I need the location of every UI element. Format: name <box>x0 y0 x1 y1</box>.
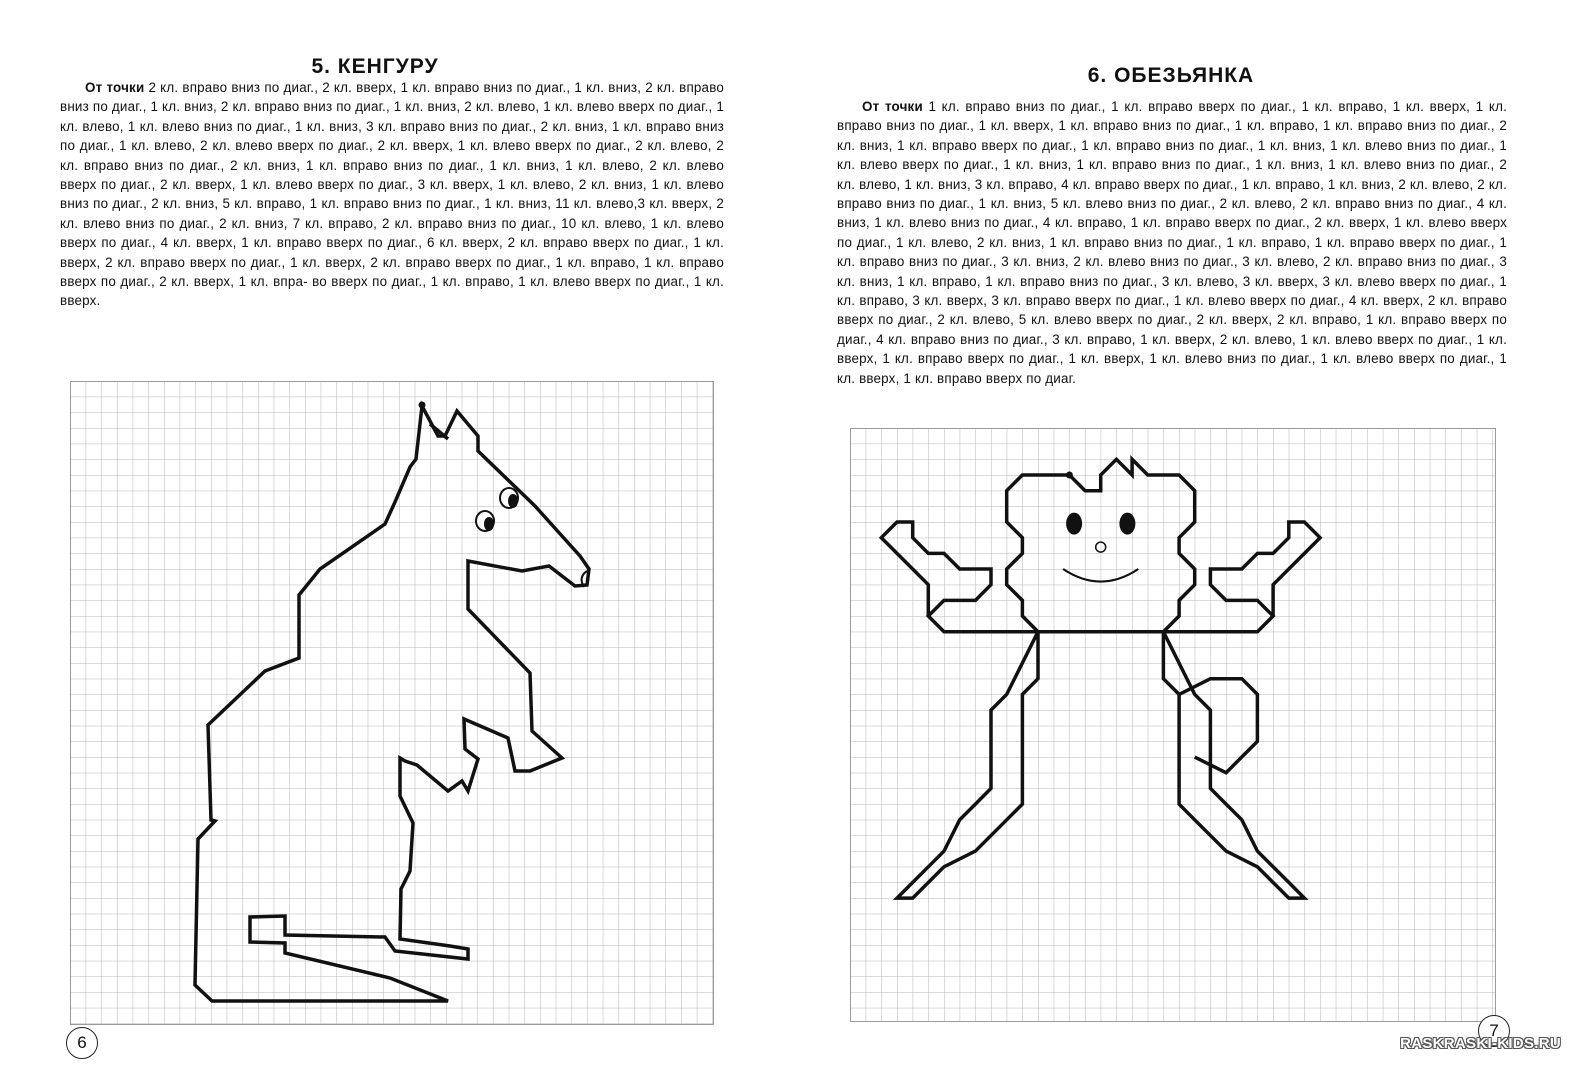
monkey-eye-right <box>1119 513 1135 535</box>
page-number-6: 6 <box>66 1027 98 1059</box>
kangaroo-title: 5. КЕНГУРУ <box>311 55 439 78</box>
kangaroo-grid <box>70 381 714 1025</box>
site-watermark: RASKRASKI-KIDS.RU <box>1400 1035 1561 1052</box>
kangaroo-instructions <box>60 78 724 311</box>
monkey-eye-left <box>1066 513 1082 535</box>
left-page <box>0 0 786 1080</box>
monkey-grid-cells <box>851 429 1496 1022</box>
kangaroo-instructions-lead: От точки <box>85 80 145 95</box>
kangaroo-grid-cells <box>71 382 714 1025</box>
page-number-7: 7 <box>1478 1015 1510 1047</box>
kangaroo-instructions-text: 2 кл. вправо вниз по диаг., 2 кл. вверх, 1 кл. вправо вниз по диаг., 1 кл. вниз, 2 кл. вправо вниз по диаг., 1 кл. вниз, 2 кл. вправо вниз по диаг., 1 кл. вниз, 2 кл. влево, 1 кл. влево вверх по диаг., 1 кл. влево, 1 кл. влево вниз по диаг., 1 кл. вниз, 3 кл. вправо вниз по диаг., 2 кл. вниз, 1 кл. вправо вниз по диаг., 1 кл. влево, 2 кл. влево вверх по диаг., 2 кл. вверх, 1 кл. влево вверх по диаг., 2 кл. влево, 2 кл. вправо вниз по диаг., 2 кл. вниз, 1 кл. вправо вниз по диаг., 1 кл. вниз, 1 кл. влево, 2 кл. влево вверх по диаг., 2 кл. вверх, 1 кл. влево вверх по диаг., 3 кл. вверх, 1 кл. влево, 2 кл. вниз, 1 кл. влево вниз по диаг., 2 кл. вниз, 5 кл. вправо, 1 кл. вправо вниз по диаг., 1 кл. вниз, 11 кл. влево,3 кл. вверх, 2 кл. влево вниз по диаг., 2 кл. вниз, 7 кл. вправо, 2 кл. вправо вниз по диаг., 10 кл. влево, 1 кл. влево вверх по диаг., 4 кл. вверх, 1 кл. вправо вверх по диаг., 6 кл. вверх, 2 кл. вправо вверх по диаг., 1 кл. вверх, 2 кл. вправо вверх по диаг., 1 кл. вверх, 2 кл. вправо вверх по диаг., 1 кл. вправо, 1 кл. вправо вверх по диаг., 2 кл. вверх, 1 кл. впра- во вверх по диаг., 1 кл. вправо, 1 кл. влево вверх по диаг., 1 кл. вверх. <box>60 80 725 309</box>
monkey-instructions <box>837 97 1507 388</box>
monkey-start-dot <box>1066 472 1073 479</box>
kangaroo-start-dot <box>419 402 426 409</box>
kangaroo-eye-lower <box>476 511 494 531</box>
monkey-instructions-text: 1 кл. вправо вниз по диаг., 1 кл. вправо вверх по диаг., 1 кл. вправо, 1 кл. вверх, 1 кл. вправо вниз по диаг., 1 кл. вверх, 1 кл. вправо вниз по диаг., 1 кл. вправо, 1 кл. вправо вниз по диаг., 2 кл. вниз, 1 кл. вправо вверх по диаг., 1 кл. вправо вниз по диаг., 1 кл. вниз, 1 кл. влево вниз по диаг., 1 кл. влево вверх по диаг., 1 кл. вниз, 1 кл. вправо вниз по диаг., 1 кл. вниз, 1 кл. влево вниз по диаг., 2 кл. влево, 1 кл. вниз, 3 кл. вправо, 4 кл. вправо вверх по диаг., 1 кл. вправо, 1 кл. вниз, 2 кл. влево, 2 кл. вправо вниз по диаг., 1 кл. вниз, 5 кл. влево вниз по диаг., 2 кл. влево, 2 кл. вправо вниз по диаг., 4 кл. вниз, 1 кл. влево вниз по диаг., 4 кл. вправо, 1 кл. вправо вверх по диаг., 2 кл. вверх, 1 кл. влево вверх по диаг., 1 кл. влево, 2 кл. вниз, 1 кл. вправо вниз по диаг., 1 кл. вправо, 1 кл. вправо вверх по диаг., 1 кл. вправо вниз по диаг., 3 кл. вниз, 2 кл. влево вниз по диаг., 3 кл. влево, 2 кл. вправо вниз по диаг., 3 кл. вниз, 1 кл. вправо, 1 кл. вправо вниз по диаг., 3 кл. влево, 3 кл. вверх, 3 кл. влево вверх по диаг., 1 кл. вправо, 3 кл. вверх, 3 кл. вправо вверх по диаг., 1 кл. влево вверх по диаг., 4 кл. вверх, 2 кл. вправо вверх по диаг., 2 кл. влево, 5 кл. влево вверх по диаг., 2 кл. вверх, 2 кл. вправо, 1 кл. вправо вверх по диаг., 4 кл. вправо вниз по диаг., 3 кл. вправо, 1 кл. вверх, 2 кл. влево, 1 кл. влево вверх по диаг., 1 кл. вверх, 1 кл. вправо вверх по диаг., 1 кл. вверх, 1 кл. влево вниз по диаг., 1 кл. влево вверх по диаг., 1 кл. вверх, 1 кл. вправо вверх по диаг. <box>837 99 1507 386</box>
monkey-grid <box>850 428 1496 1022</box>
right-page <box>786 0 1573 1080</box>
monkey-title: 6. ОБЕЗЬЯНКА <box>1087 64 1255 87</box>
kangaroo-eye-upper <box>500 488 518 508</box>
monkey-instructions-lead: От точки <box>862 99 923 114</box>
